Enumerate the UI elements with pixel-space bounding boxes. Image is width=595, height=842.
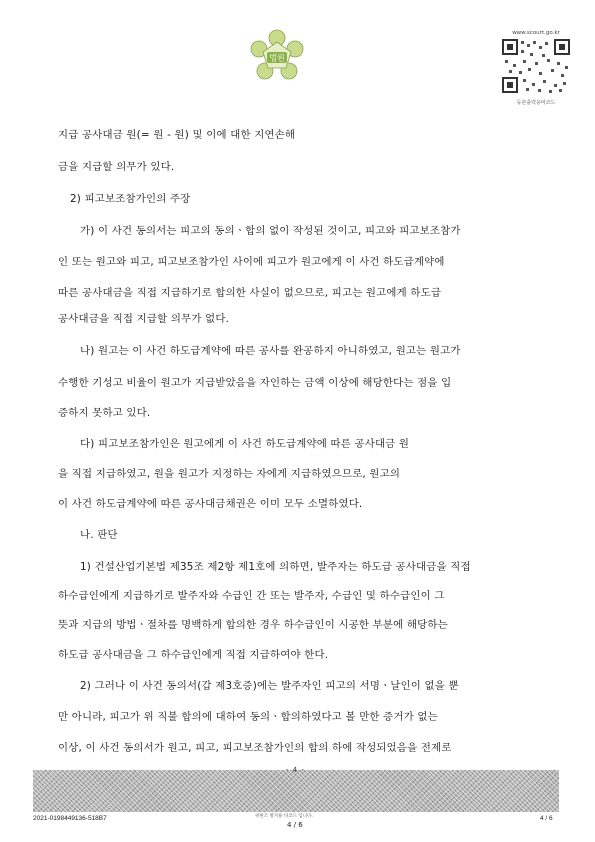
body-line: 만 아니라, 피고가 위 직불 합의에 대하여 동의ㆍ합의하였다고 볼 만한 증거가 없는 [58,711,438,723]
body-line: 뜻과 지급의 방법ㆍ절차를 명백하게 합의한 경우 하수급인이 시공한 부분에 해당하는 [58,619,448,631]
body-line: 하수급인에게 지급하기로 발주자와 수급인 간 또는 발주자, 수급인 및 하수급인이 그 [58,590,445,602]
court-emblem-logo [246,26,308,88]
security-pattern-band [33,770,559,812]
page-mark: - 4 - [286,766,305,774]
body-line: 공사대금을 직접 지급할 의무가 없다. [58,313,230,325]
body-line: 2) 그러나 이 사건 동의서(갑 제3호증)에는 발주자인 피고의 서명ㆍ날인이 없을 뿐 [80,680,459,692]
qr-code-icon [501,38,571,94]
court-url: www.scourt.go.kr [512,30,560,36]
body-line: 이상, 이 사건 동의서가 원고, 피고, 피고보조참가인의 합의 하에 작성되었음을 전제로 [58,742,452,754]
body-line: 나) 원고는 이 사건 하도급계약에 따른 공사를 완공하지 아니하였고, 원고는 원고가 [80,345,461,357]
body-line: 금을 지급할 의무가 있다. [58,161,175,173]
body-line: 인 또는 원고와 피고, 피고보조참가인 사이에 피고가 원고에게 이 사건 하도급계약에 [58,256,445,268]
page-number-right: 4 / 6 [540,815,553,822]
body-line: 다) 피고보조참가인은 원고에게 이 사건 하도급계약에 따른 공사대금 원 [80,438,410,450]
page-number-center: 4 / 6 [287,821,303,829]
section-heading: 2) 피고보조참가인의 주장 [70,193,191,205]
qr-code-block [500,30,572,106]
body-line: 가) 이 사건 동의서는 피고의 동의ㆍ합의 없이 작성된 것이고, 피고와 피고보조참가 [80,225,461,237]
body-line: 증하지 못하고 있다. [58,407,151,419]
body-line: 을 직접 지급하였고, 원을 원고가 지정하는 자에게 지급하였으므로, 원고의 [58,468,401,480]
body-line: 이 사건 하도급계약에 따른 공사대금채권은 이미 모두 소멸하였다. [58,498,363,510]
qr-caption: 등본출력용바코드 [516,100,556,106]
anti-forgery-note: 위변조 방지용 바코드 입니다. [255,814,313,819]
body-line: 수행한 기성고 비율이 원고가 지급받았음을 자인하는 금액 이상에 해당한다는 점을 입 [58,377,452,389]
body-line: 하도급 공사대금을 그 하수급인에게 직접 지급하여야 한다. [58,649,329,661]
body-line: 1) 건설산업기본법 제35조 제2항 제1호에 의하면, 발주자는 하도급 공사대금을 직접 [80,561,471,573]
emblem-text: 법원 [269,53,285,63]
body-line: 따른 공사대금을 직접 지급하기로 합의한 사실이 없으므로, 피고는 원고에게 하도급 [58,287,442,299]
section-heading: 나. 판단 [80,529,118,541]
document-id: 2021-0198449136-518B7 [33,815,107,822]
body-line: 지급 공사대금 원(= 원 - 원) 및 이에 대한 지연손해 [58,129,296,141]
